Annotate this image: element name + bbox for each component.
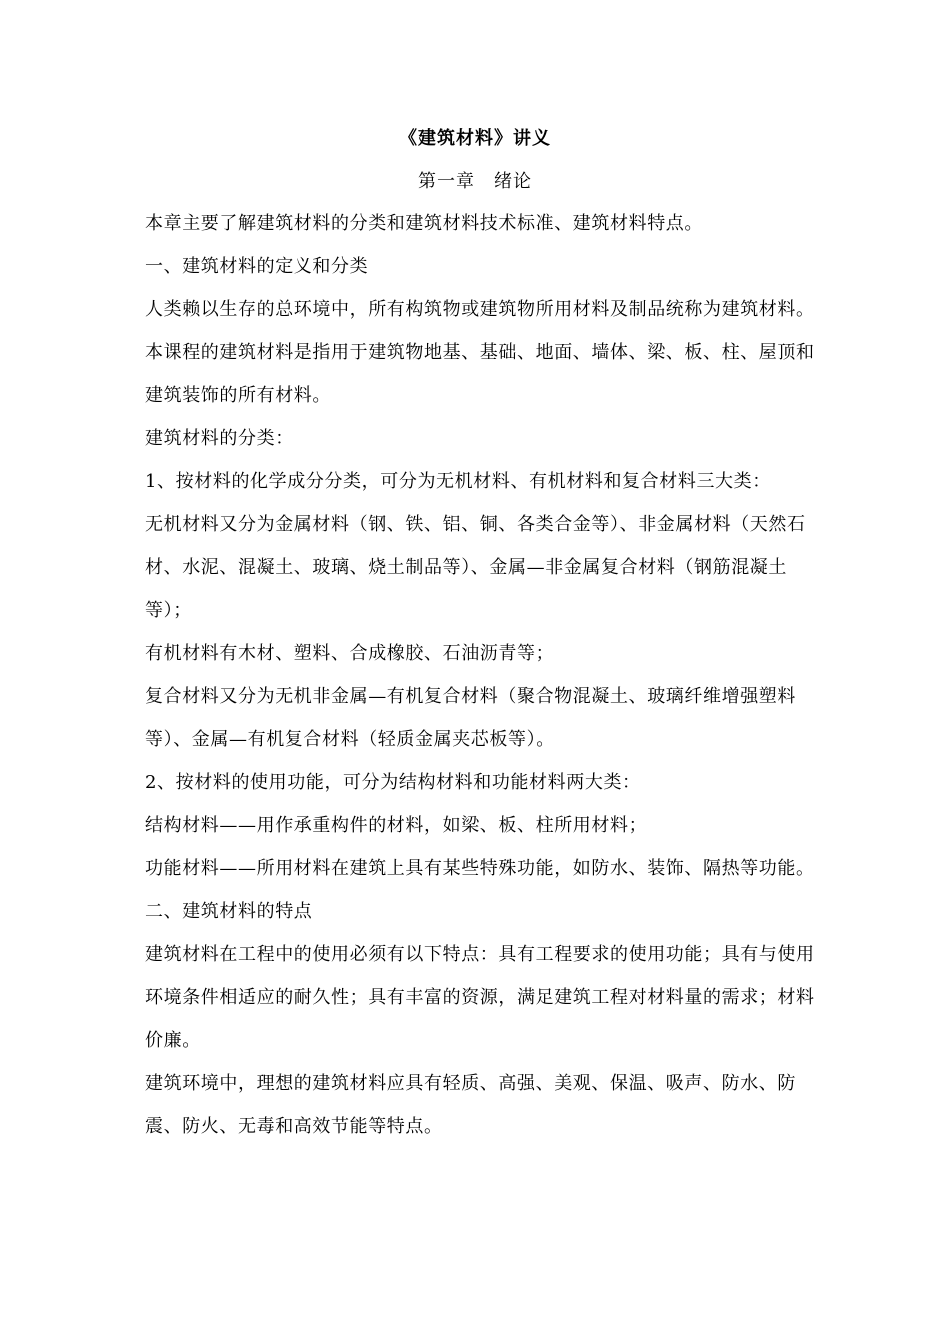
characteristics-paragraph: 建筑材料在工程中的使用必须有以下特点：具有工程要求的使用功能；具有与使用环境条件相适应的耐久性；具有丰富的资源，满足建筑工程对材料量的需求；材料价廉。 bbox=[145, 944, 815, 1051]
classification-heading: 建筑材料的分类： bbox=[145, 428, 294, 449]
intro-paragraph: 本章主要了解建筑材料的分类和建筑材料技术标准、建筑材料特点。 bbox=[145, 213, 703, 234]
functional-materials-paragraph: 功能材料——所用材料在建筑上具有某些特殊功能，如防水、装饰、隔热等功能。 bbox=[145, 858, 815, 879]
definition-paragraph: 人类赖以生存的总环境中，所有构筑物或建筑物所用材料及制品统称为建筑材料。本课程的建筑材料是指用于建筑物地基、基础、地面、墙体、梁、板、柱、屋顶和建筑装饰的所有材料。 bbox=[145, 299, 815, 406]
classification-by-function: 2、按材料的使用功能，可分为结构材料和功能材料两大类： bbox=[145, 772, 641, 793]
structural-materials-paragraph: 结构材料——用作承重构件的材料，如梁、板、柱所用材料； bbox=[145, 815, 648, 836]
chapter-heading: 第一章 绪论 bbox=[418, 171, 532, 192]
organic-materials-paragraph: 有机材料有木材、塑料、合成橡胶、石油沥青等； bbox=[145, 643, 555, 664]
ideal-materials-paragraph: 建筑环境中，理想的建筑材料应具有轻质、高强、美观、保温、吸声、防水、防震、防火、无毒和高效节能等特点。 bbox=[145, 1073, 796, 1137]
section-heading-characteristics: 二、建筑材料的特点 bbox=[145, 901, 313, 922]
classification-by-composition: 1、按材料的化学成分分类，可分为无机材料、有机材料和复合材料三大类： bbox=[145, 471, 771, 492]
document-body bbox=[145, 202, 817, 1148]
composite-materials-paragraph: 复合材料又分为无机非金属—有机复合材料（聚合物混凝土、玻璃纤维增强塑料等）、金属—有机复合材料（轻质金属夹芯板等）。 bbox=[145, 686, 796, 750]
section-heading-definition: 一、建筑材料的定义和分类 bbox=[145, 256, 369, 277]
inorganic-materials-paragraph: 无机材料又分为金属材料（钢、铁、铝、铜、各类合金等）、非金属材料（天然石材、水泥、混凝土、玻璃、烧土制品等）、金属—非金属复合材料（钢筋混凝土等）； bbox=[145, 514, 806, 621]
document-title: 《建筑材料》讲义 bbox=[399, 128, 551, 149]
